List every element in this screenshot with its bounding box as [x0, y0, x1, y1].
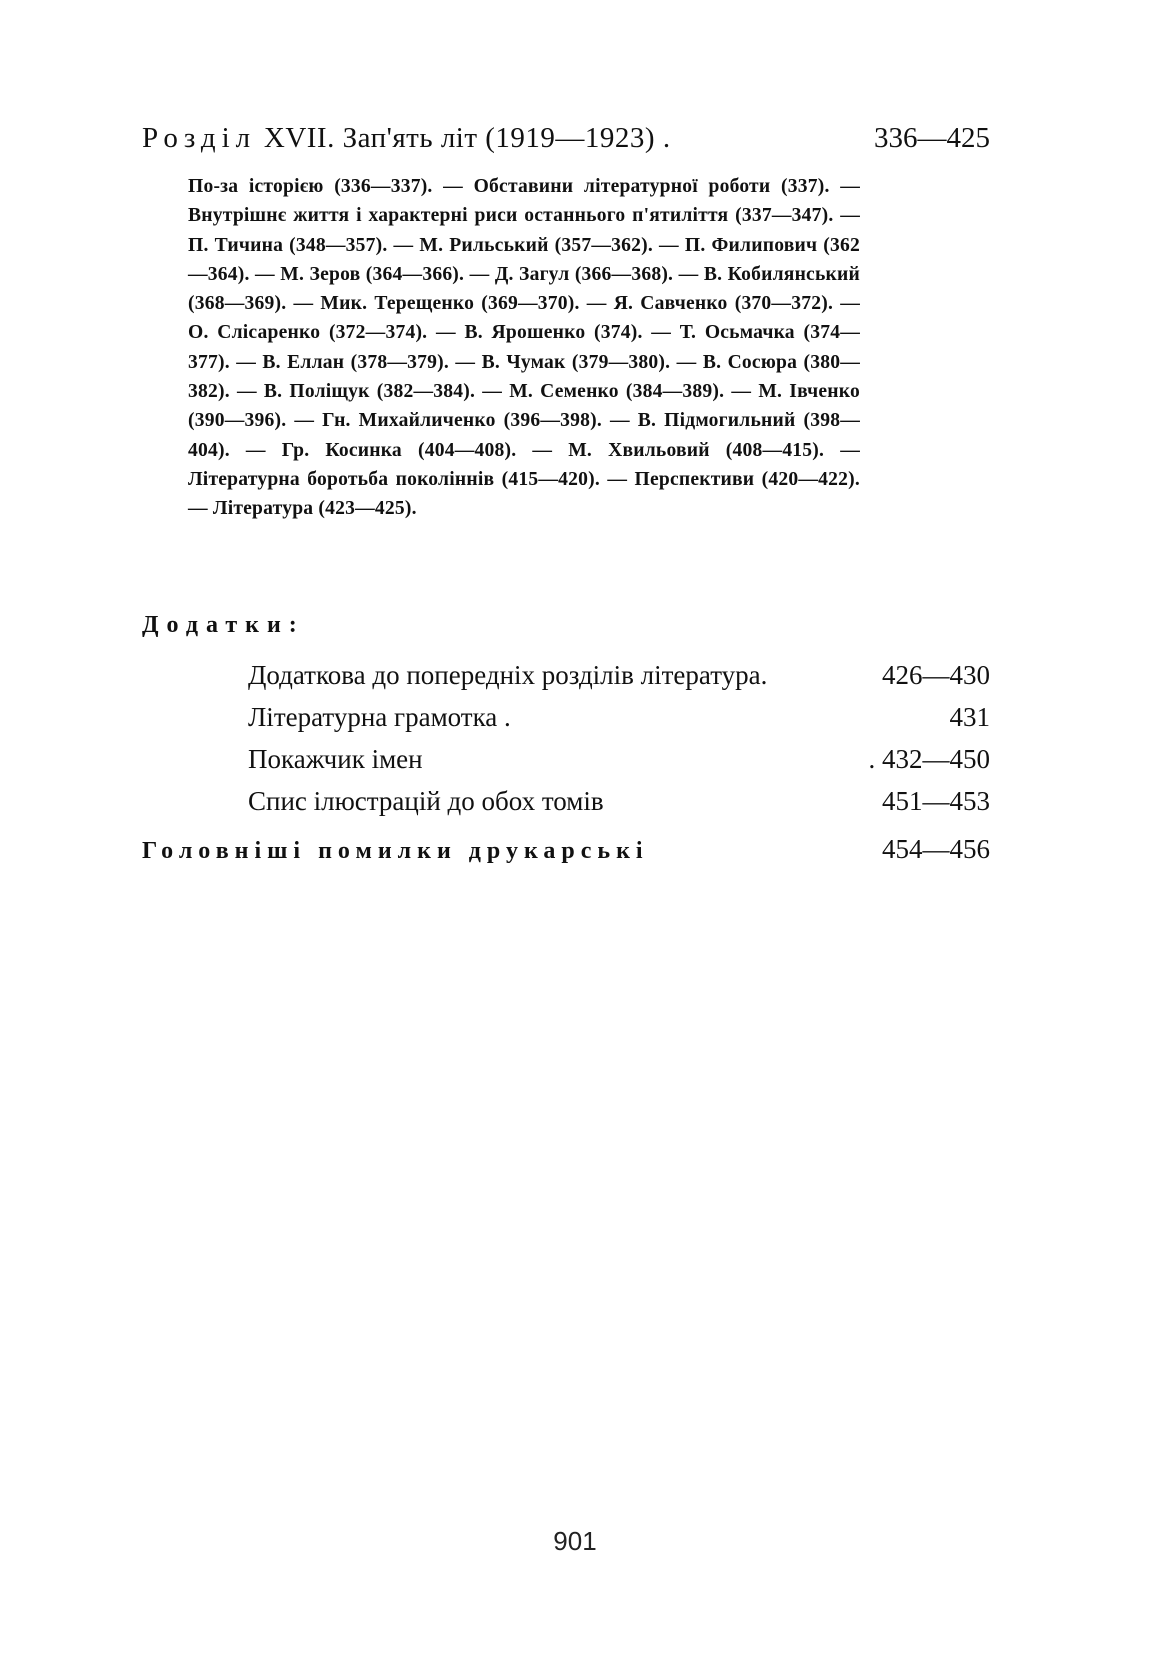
appendix-entry-label: Додаткова до попередніх розділів література.: [248, 660, 768, 690]
chapter-summary: По-за історією (336—337). — Обставини літературної роботи (337). — Внутрішнє життя і характерні риси останнього п'ятиліття (337—347). — П. Тичина (348—357). — М. Рильський (357—362). — П. Филипович (362—364). — М. Зеров (364—366). — Д. Загул (366—368). — В. Кобилянський (368—369). — Мик. Терещенко (369—370). — Я. Савченко (370—372). — О. Слісаренко (372—374). — В. Ярошенко (374). — Т. Осьмачка (374—377). — В. Еллан (378—379). — В. Чумак (379—380). — В. Сосюра (380—382). — В. Поліщук (382—384). — М. Семенко (384—389). — М. Івченко (390—396). — Гн. Михайличенко (396—398). — В. Підмогильний (398—404). — Гр. Косинка (404—408). — М. Хвильовий (408—415). — Літературна боротьба поколіннів (415—420). — Перспективи (420—422). — Література (423—425).: [188, 176, 860, 520]
appendix-entry-pages: 451—453: [882, 786, 990, 816]
appendix-entry-pages: . 432—450: [868, 744, 990, 774]
appendix-entry-pages: 431: [949, 702, 990, 732]
appendix-entry: [248, 702, 990, 733]
appendix-entry-pages: 426—430: [882, 660, 990, 690]
appendix-entry-label: Покажчик імен: [248, 744, 423, 774]
chapter-label-rest: XVII. Зап'ять літ (1919—1923) .: [256, 122, 671, 154]
page-number: 901: [553, 1526, 597, 1556]
chapter-title: [142, 122, 671, 155]
errata-label: Головніші помилки друкарські: [142, 838, 649, 864]
appendix-heading: Додатки:: [142, 612, 305, 638]
appendix-entry: [248, 660, 990, 691]
errata-entry: [142, 834, 990, 865]
appendix-entry: [248, 786, 990, 817]
chapter-pages: 336—425: [874, 122, 990, 154]
appendix-entry-label: Літературна грамотка .: [248, 702, 511, 732]
chapter-entry: [142, 122, 990, 155]
appendix-entry-label: Спис ілюстрацій до обох томів: [248, 786, 604, 816]
chapter-label-prefix: Розділ: [142, 122, 257, 154]
appendix-entry: [248, 744, 990, 775]
errata-pages: 454—456: [882, 834, 990, 864]
